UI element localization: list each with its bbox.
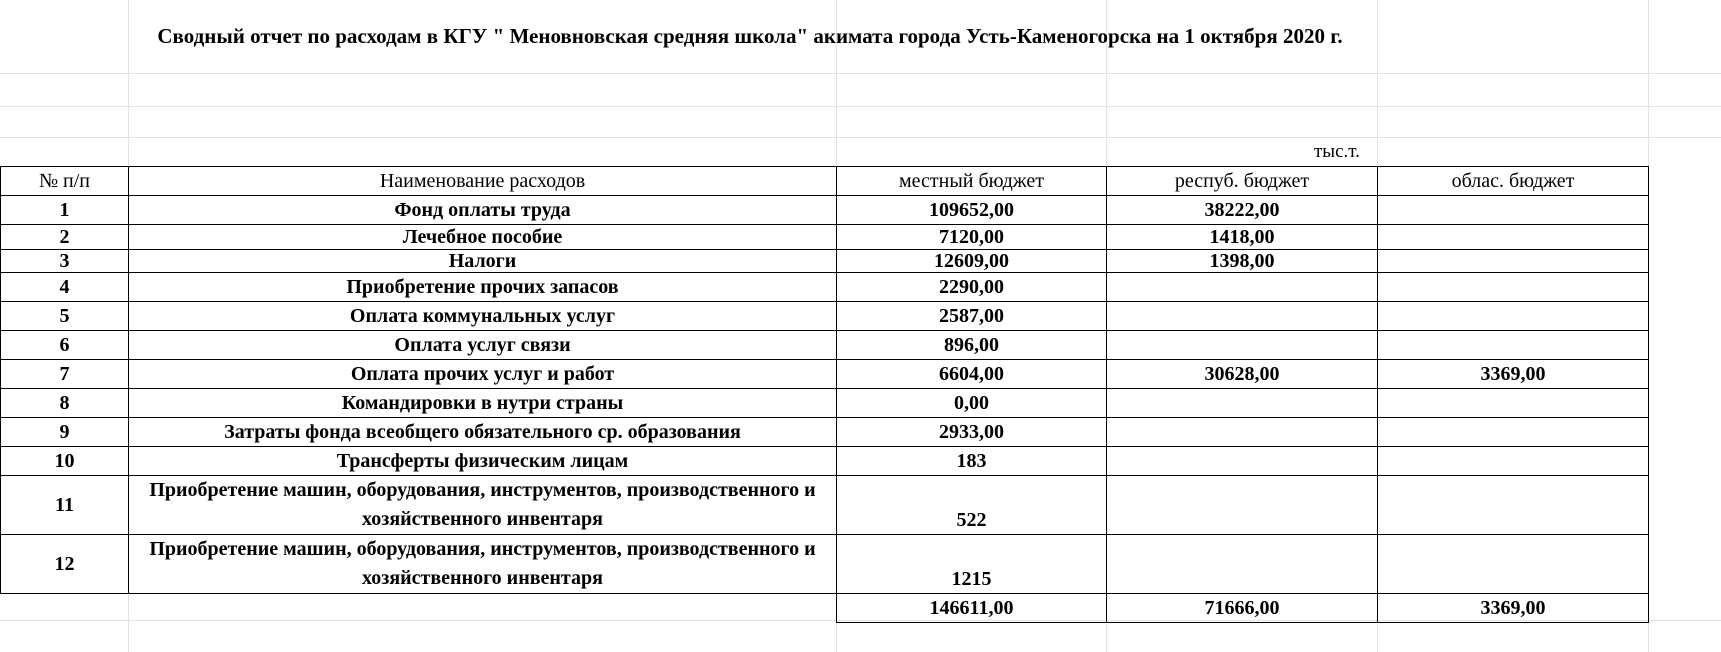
table-row (1, 331, 1649, 360)
row-name: Лечебное пособие (129, 225, 837, 250)
row-local: 109652,00 (837, 196, 1107, 225)
table-row (1, 250, 1649, 273)
row-number: 1 (1, 196, 129, 225)
totals-empty (129, 594, 837, 623)
row-republic: 1418,00 (1107, 225, 1378, 250)
row-local: 1215 (837, 535, 1107, 594)
row-local: 2290,00 (837, 273, 1107, 302)
row-republic (1107, 331, 1378, 360)
row-republic: 38222,00 (1107, 196, 1378, 225)
row-oblast (1378, 331, 1649, 360)
row-name: Фонд оплаты труда (129, 196, 837, 225)
header-oblast-budget: облас. бюджет (1378, 167, 1649, 196)
totals-row (1, 594, 1649, 623)
row-republic (1107, 418, 1378, 447)
row-number: 9 (1, 418, 129, 447)
row-number: 2 (1, 225, 129, 250)
row-oblast (1378, 273, 1649, 302)
table-row (1, 225, 1649, 250)
row-local: 6604,00 (837, 360, 1107, 389)
table-header-row (1, 167, 1649, 196)
row-republic (1107, 535, 1378, 594)
row-name: Трансферты физическим лицам (129, 447, 837, 476)
row-local: 0,00 (837, 389, 1107, 418)
row-name: Оплата прочих услуг и работ (129, 360, 837, 389)
row-number: 4 (1, 273, 129, 302)
row-republic (1107, 389, 1378, 418)
total-local: 146611,00 (837, 594, 1107, 623)
header-number: № п/п (1, 167, 129, 196)
row-oblast (1378, 535, 1649, 594)
total-oblast: 3369,00 (1378, 594, 1649, 623)
row-number: 7 (1, 360, 129, 389)
row-local: 896,00 (837, 331, 1107, 360)
row-local: 12609,00 (837, 250, 1107, 273)
row-republic (1107, 302, 1378, 331)
expense-table (0, 166, 1649, 623)
table-row (1, 389, 1649, 418)
row-oblast (1378, 250, 1649, 273)
report-title: Сводный отчет по расходам в КГУ " Меновновская средняя школа" акимата города Усть-Каменогорска на 1 октября 2020 г. (157, 24, 1343, 48)
row-oblast (1378, 225, 1649, 250)
row-number: 12 (1, 535, 129, 594)
row-name: Командировки в нутри страны (129, 389, 837, 418)
row-republic (1107, 273, 1378, 302)
table-row (1, 447, 1649, 476)
table-row (1, 360, 1649, 389)
unit-label: тыс.т. (1314, 141, 1360, 162)
row-republic (1107, 476, 1378, 535)
header-republic-budget: респуб. бюджет (1107, 167, 1378, 196)
row-local: 2587,00 (837, 302, 1107, 331)
table-row (1, 273, 1649, 302)
row-oblast (1378, 447, 1649, 476)
table-row (1, 302, 1649, 331)
row-number: 3 (1, 250, 129, 273)
table-row (1, 418, 1649, 447)
row-number: 10 (1, 447, 129, 476)
row-oblast (1378, 418, 1649, 447)
row-oblast (1378, 389, 1649, 418)
row-republic (1107, 447, 1378, 476)
table-row (1, 535, 1649, 594)
row-number: 11 (1, 476, 129, 535)
table-row (1, 476, 1649, 535)
row-name: Приобретение машин, оборудования, инструментов, производственного и хозяйственного инвентаря (129, 535, 837, 594)
row-name: Затраты фонда всеобщего обязательного ср. образования (129, 418, 837, 447)
row-local: 183 (837, 447, 1107, 476)
row-number: 5 (1, 302, 129, 331)
row-republic: 1398,00 (1107, 250, 1378, 273)
row-name: Приобретение машин, оборудования, инструментов, производственного и хозяйственного инвентаря (129, 476, 837, 535)
row-number: 8 (1, 389, 129, 418)
totals-empty (1, 594, 129, 623)
row-oblast (1378, 302, 1649, 331)
row-republic: 30628,00 (1107, 360, 1378, 389)
header-local-budget: местный бюджет (837, 167, 1107, 196)
total-republic: 71666,00 (1107, 594, 1378, 623)
row-local: 2933,00 (837, 418, 1107, 447)
row-oblast (1378, 196, 1649, 225)
row-oblast (1378, 476, 1649, 535)
table-row (1, 196, 1649, 225)
row-name: Оплата услуг связи (129, 331, 837, 360)
row-number: 6 (1, 331, 129, 360)
row-name: Приобретение прочих запасов (129, 273, 837, 302)
row-oblast: 3369,00 (1378, 360, 1649, 389)
row-local: 522 (837, 476, 1107, 535)
row-name: Налоги (129, 250, 837, 273)
row-name: Оплата коммунальных услуг (129, 302, 837, 331)
row-local: 7120,00 (837, 225, 1107, 250)
header-name: Наименование расходов (129, 167, 837, 196)
